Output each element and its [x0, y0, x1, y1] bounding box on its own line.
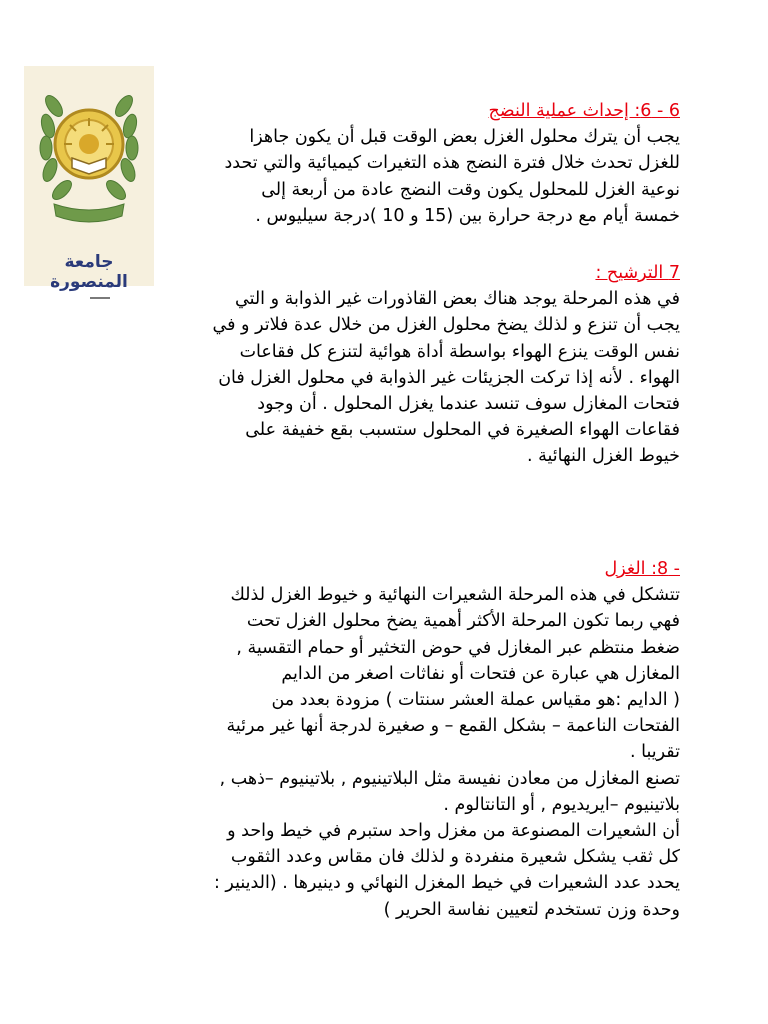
paragraph-line: نفس الوقت ينزع الهواء بواسطة أداة هوائية لتنزع كل فقاعات — [239, 341, 680, 362]
paragraph-line: الهواء . لأنه إذا تركت الجزيئات غير الذوابة في محلول الغزل فان — [218, 367, 680, 388]
paragraph-line: المغازل هي عبارة عن فتحات أو نفاثات اصغر من الدايم — [281, 663, 680, 684]
paragraph-line: للغزل تحدث خلال فترة النضج هذه التغيرات كيميائية والتي تحدد — [224, 153, 680, 174]
paragraph-line: تصنع المغازل من معادن نفيسة مثل البلاتينيوم , بلاتينيوم –ذهب , — [219, 768, 680, 789]
paragraph-line: وحدة وزن تستخدم لتعيين نفاسة الحرير ) — [383, 899, 680, 920]
section-spinning — [70, 556, 680, 923]
section-filtration — [70, 260, 680, 470]
paragraph-line: فتحات المغازل سوف تنسد عندما يغزل المحلول . أن وجود — [257, 394, 680, 415]
paragraph-line: فقاعات الهواء الصغيرة في المحلول ستسبب بقع خفيفة على — [245, 420, 680, 441]
paragraph-line: يجب أن تنزع و لذلك يضخ محلول الغزل من خلال عدة فلاتر و في — [212, 315, 680, 336]
paragraph-line: تقريبا . — [630, 742, 680, 763]
paragraph-line: في هذه المرحلة يوجد هناك بعض القاذورات غير الذوابة و التي — [234, 289, 680, 310]
paragraph-line: أن الشعيرات المصنوعة من مغزل واحد ستبرم في خيط واحد و — [227, 821, 680, 842]
paragraph-line: كل ثقب يشكل شعيرة منفردة و لذلك فان مقاس وعدد الثقوب — [230, 847, 680, 868]
paragraph-line: خمسة أيام مع درجة حرارة بين (15 و 10 )درجة سيليوس . — [255, 205, 680, 226]
paragraph-line: بلاتينيوم –ايريديوم , أو التانتالوم . — [443, 794, 680, 815]
paragraph-line: يحدد عدد الشعيرات في خيط المغزل النهائي و دينيرها . (الدينير : — [213, 873, 680, 894]
paragraph-line: نوعية الغزل للمحلول يكون وقت النضج عادة من أربعة إلى — [261, 179, 680, 200]
paragraph-line: خيوط الغزل النهائية . — [527, 446, 680, 467]
section-heading: 7 الترشيح : — [595, 263, 680, 283]
paragraph-line: فهي ربما تكون المرحلة الأكثر أهمية يضخ محلول الغزل تحت — [246, 611, 680, 632]
paragraph-line: الفتحات الناعمة – بشكل القمع – و صغيرة لدرجة أنها غير مرئية — [226, 716, 680, 737]
section-ripening — [70, 98, 680, 229]
paragraph-line: يجب أن يترك محلول الغزل بعض الوقت قبل أن يكون جاهزا — [249, 127, 680, 148]
paragraph-line: ( الدايم :هو مقياس عملة العشر سنتات ) مزودة بعدد من — [271, 690, 680, 711]
section-heading: - 8: الغزل — [604, 559, 680, 579]
logo-caption: جامعة المنصورة — [50, 252, 128, 292]
paragraph-line: ضغط منتظم عبر المغازل في حوض التخثير أو حمام التقسية , — [236, 637, 680, 658]
section-heading: 6 - 6: إحداث عملية النضج — [488, 101, 680, 121]
paragraph-line: تتشكل في هذه المرحلة الشعيرات النهائية و خيوط الغزل لذلك — [230, 585, 680, 606]
